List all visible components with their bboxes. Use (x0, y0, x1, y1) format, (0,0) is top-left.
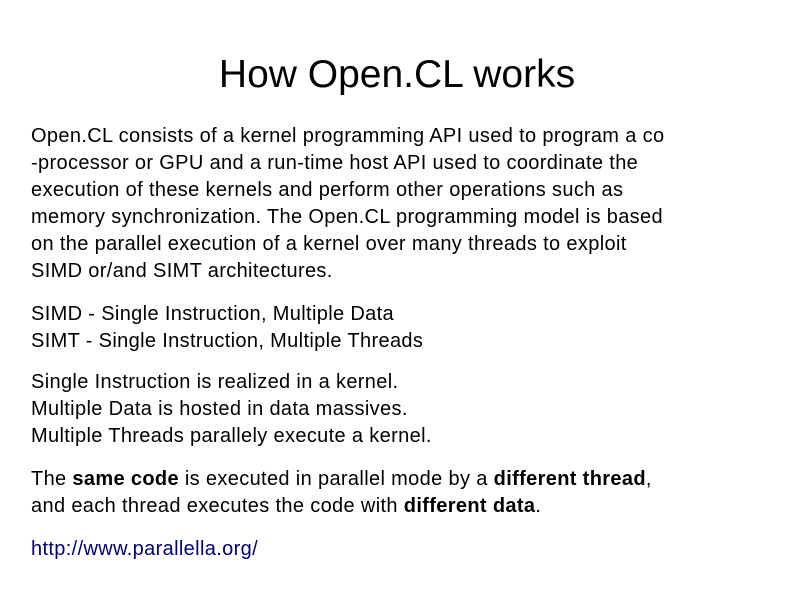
explanation-paragraph (31, 369, 771, 450)
definitions-paragraph (31, 301, 771, 355)
summary-text: The (31, 468, 73, 490)
summary-text: and each thread executes the code with (31, 495, 404, 517)
explanation-line: Multiple Data is hosted in data massives. (31, 398, 408, 420)
intro-line: Open.CL consists of a kernel programming API used to program a co (31, 125, 665, 147)
simt-definition: SIMT - Single Instruction, Multiple Threads (31, 330, 424, 352)
intro-line: memory synchronization. The Open.CL programming model is based (31, 206, 663, 228)
slide-body (31, 123, 771, 579)
emphasis-different-thread: different thread (493, 468, 646, 490)
summary-text: . (535, 495, 542, 517)
summary-line-2 (31, 493, 771, 520)
emphasis-different-data: different data (403, 495, 536, 517)
summary-text: , (645, 468, 652, 490)
summary-paragraph (31, 466, 771, 520)
emphasis-same-code: same code (72, 468, 179, 490)
intro-paragraph (31, 123, 771, 285)
summary-text: is executed in parallel mode by a (178, 468, 494, 490)
intro-line: SIMD or/and SIMT architectures. (31, 260, 333, 282)
intro-line: on the parallel execution of a kernel over many threads to exploit (31, 233, 627, 255)
intro-line: execution of these kernels and perform other operations such as (31, 179, 624, 201)
explanation-line: Single Instruction is realized in a kernel. (31, 371, 399, 393)
link-paragraph (31, 536, 771, 563)
intro-line: -processor or GPU and a run-time host API used to coordinate the (31, 152, 639, 174)
parallella-link[interactable]: http://www.parallella.org/ (31, 538, 258, 560)
simd-definition: SIMD - Single Instruction, Multiple Data (31, 303, 395, 325)
summary-line-1 (31, 466, 771, 493)
slide-title: How Open.CL works (218, 53, 576, 96)
explanation-line: Multiple Threads parallely execute a kernel. (31, 425, 432, 447)
